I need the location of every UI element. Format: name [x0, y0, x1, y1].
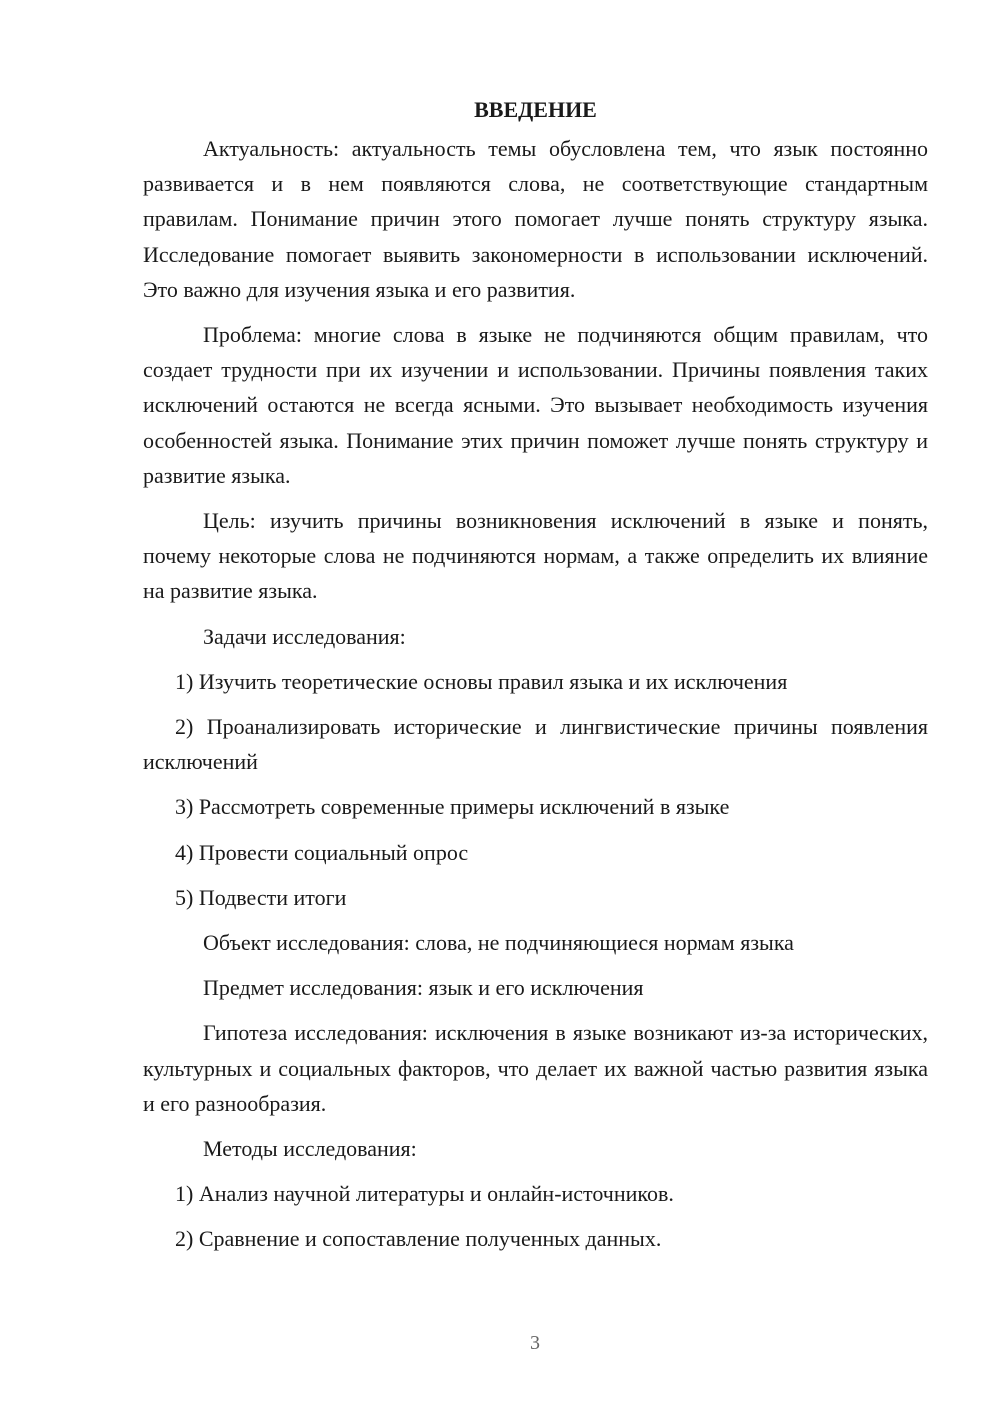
- paragraph-goal: Цель: изучить причины возникновения исключений в языке и понять, почему некоторые слова не подчиняются нормам, а также определить их влияние на развитие языка.: [143, 508, 928, 604]
- task-item-5: 5) Подвести итоги: [175, 884, 347, 910]
- task-item-2: 2) Проанализировать исторические и лингвистические причины появления исключений: [143, 714, 928, 775]
- method-item-2: 2) Сравнение и сопоставление полученных данных.: [175, 1226, 662, 1252]
- page-number: 3: [530, 1332, 540, 1354]
- section-heading: ВВЕДЕНИЕ: [474, 97, 597, 122]
- paragraph-problem: Проблема: многие слова в языке не подчиняются общим правилам, что создает трудности при их изучении и использовании. Причины появления таких исключений остаются не всегда ясными. Это вызывает необходимость изучения особенностей языка. Понимание этих причин поможет лучше понять структуру и развитие языка.: [143, 322, 928, 488]
- paragraph-hypothesis: Гипотеза исследования: исключения в языке возникают из-за исторических, культурных и социальных факторов, что делает их важной частью развития языка и его разнообразия.: [143, 1020, 928, 1116]
- paragraph-object: Объект исследования: слова, не подчиняющиеся нормам языка: [203, 930, 794, 956]
- paragraph-subject: Предмет исследования: язык и его исключения: [203, 975, 644, 1001]
- paragraph-methods-title: Методы исследования:: [203, 1136, 417, 1162]
- paragraph-tasks-title: Задачи исследования:: [203, 623, 406, 649]
- document-page: [143, 92, 928, 1267]
- task-item-4: 4) Провести социальный опрос: [175, 839, 469, 865]
- paragraph-relevance: Актуальность: актуальность темы обусловлена тем, что язык постоянно развивается и в нем появляются слова, не соответствующие стандартным правилам. Понимание причин этого помогает лучше понять структуру языка. Исследование помогает выявить закономерности в использовании исключений. Это важно для изучения языка и его развития.: [143, 136, 928, 302]
- task-item-1: 1) Изучить теоретические основы правил языка и их исключения: [175, 668, 788, 694]
- method-item-1: 1) Анализ научной литературы и онлайн-источников.: [175, 1181, 674, 1207]
- task-item-3: 3) Рассмотреть современные примеры исключений в языке: [175, 794, 730, 820]
